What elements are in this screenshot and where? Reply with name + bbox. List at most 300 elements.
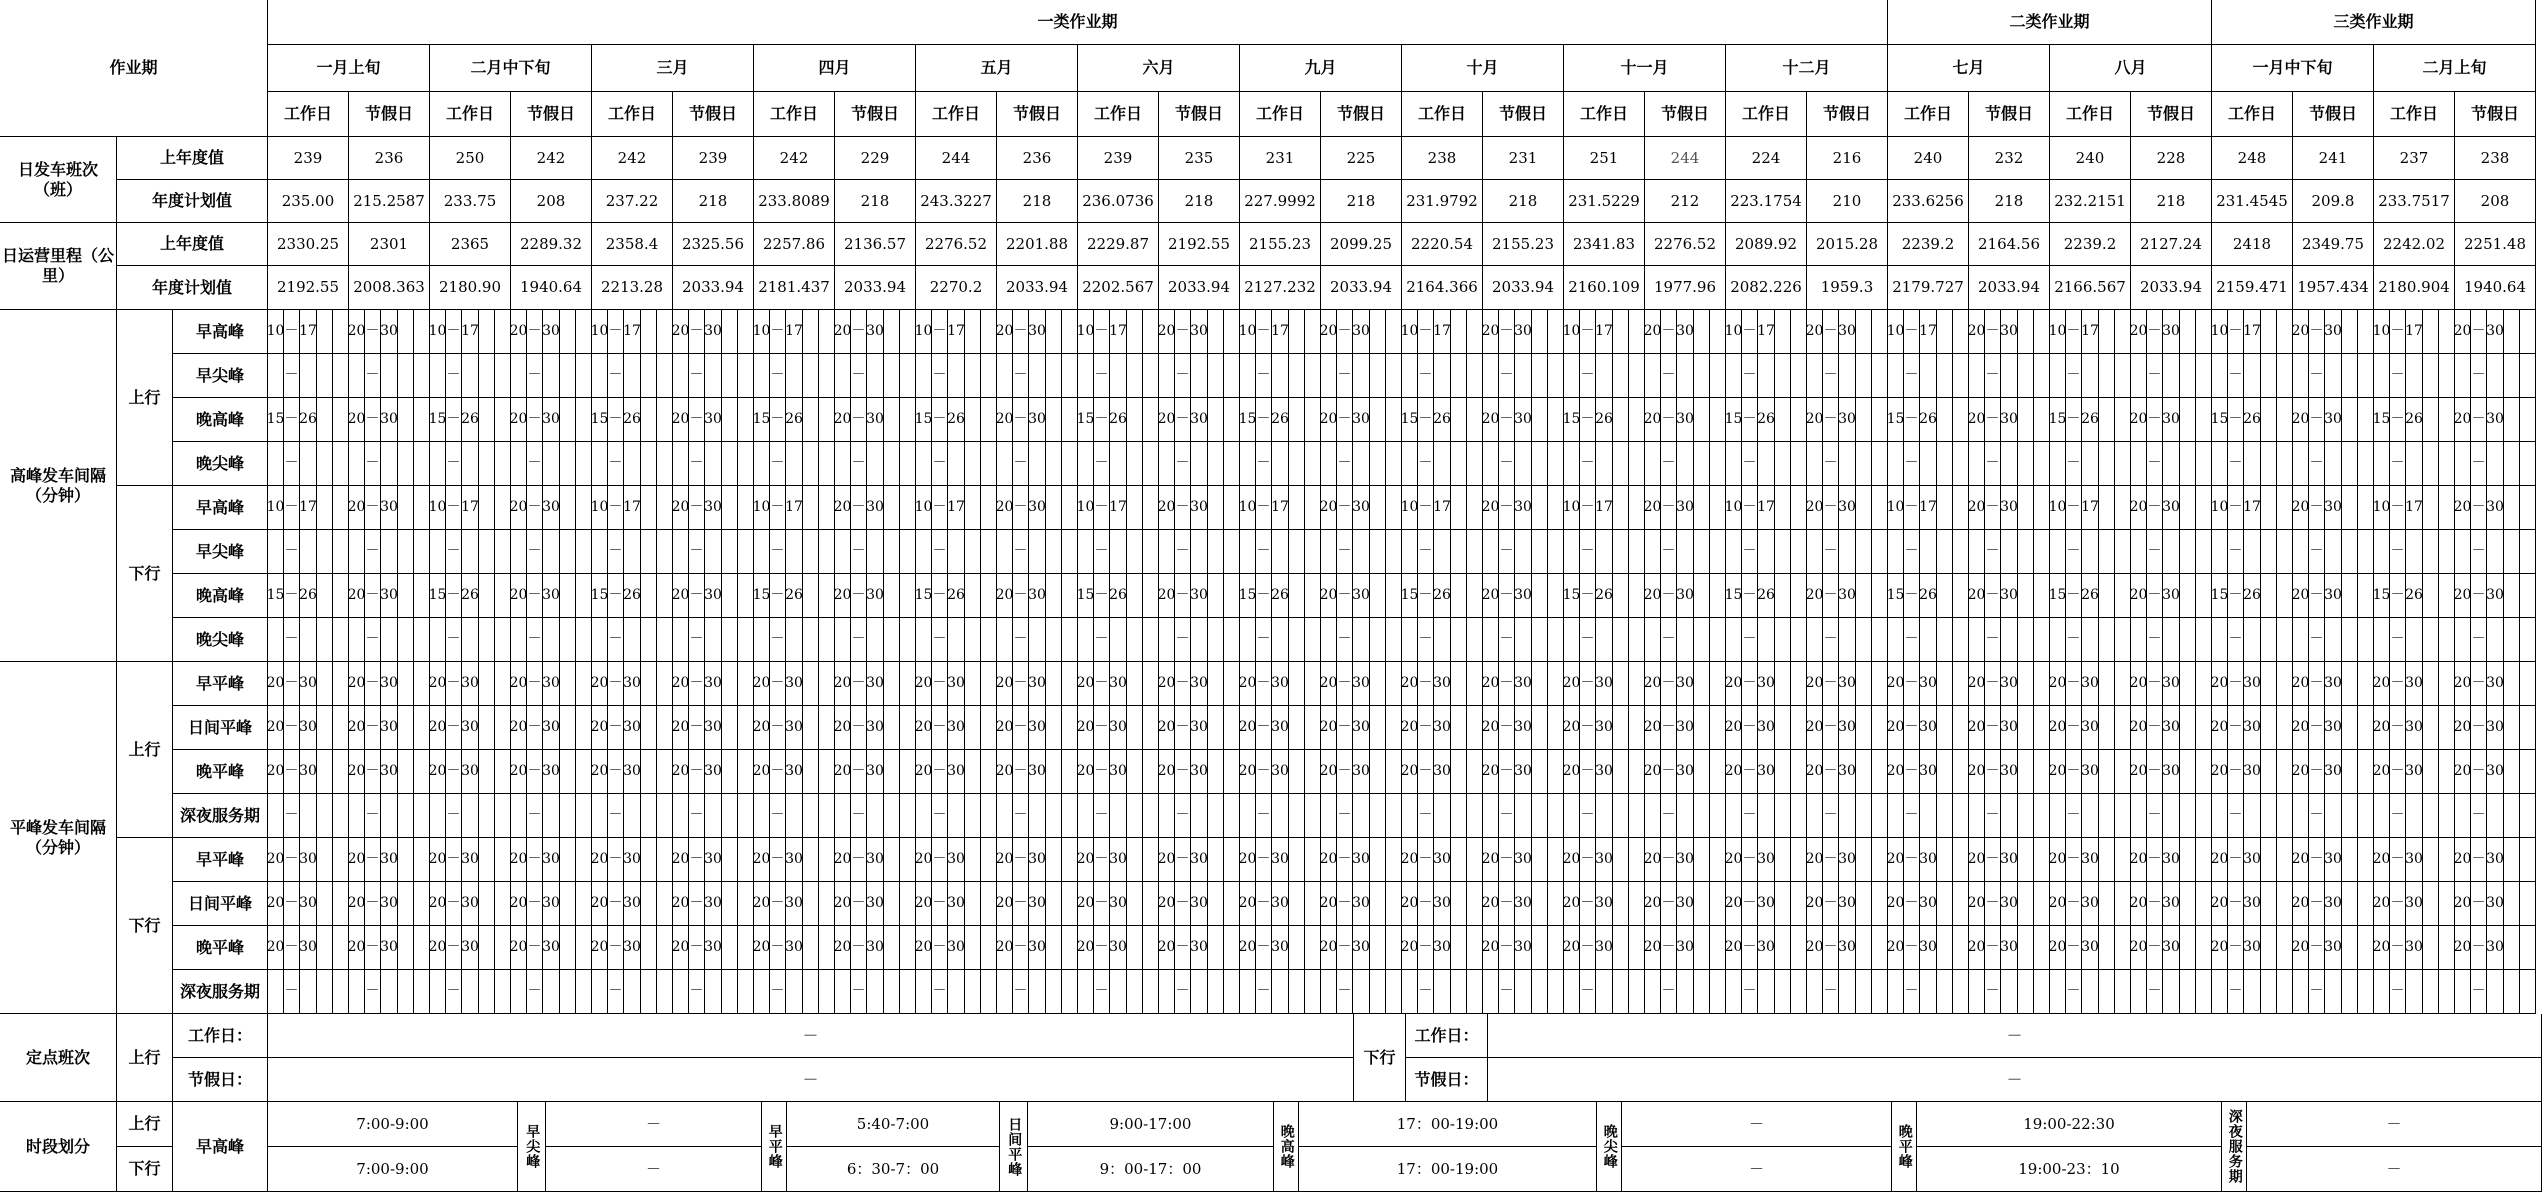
headway-cell: 20 — [916, 882, 932, 926]
headway-cell: － — [1418, 398, 1434, 442]
mileage-last-year-cell: 2325.56 — [673, 223, 754, 266]
empty-headway-cell — [1370, 618, 1386, 662]
empty-headway-cell — [1596, 442, 1613, 486]
headway-cell: 20 — [1645, 662, 1661, 706]
headway-cell — [1775, 310, 1791, 354]
empty-headway-cell — [1758, 794, 1775, 838]
headway-cell: 10 — [2374, 486, 2390, 530]
mileage-last-year-cell: 2276.52 — [916, 223, 997, 266]
empty-headway-cell — [1191, 970, 1208, 1014]
empty-headway-cell — [2342, 618, 2358, 662]
headway-cell: 10 — [1564, 486, 1580, 530]
headway-cell — [2196, 398, 2212, 442]
empty-headway-cell — [1208, 354, 1224, 398]
holiday-header: 节假日 — [1321, 92, 1402, 137]
headway-cell: 30 — [1029, 750, 1046, 794]
headway-cell: 20 — [2455, 882, 2471, 926]
empty-headway-cell — [754, 970, 770, 1014]
headway-cell: － — [2228, 398, 2244, 442]
headway-cell: 20 — [1969, 882, 1985, 926]
headway-cell — [1937, 662, 1953, 706]
headway-cell — [2034, 662, 2050, 706]
headway-cell: － — [284, 310, 300, 354]
headway-cell: 20 — [1726, 750, 1742, 794]
headway-cell: 20 — [997, 486, 1013, 530]
headway-cell: － — [2147, 750, 2163, 794]
empty-headway-cell — [1807, 442, 1823, 486]
headway-cell — [2277, 706, 2293, 750]
headway-cell: － — [1337, 882, 1353, 926]
headway-cell — [722, 574, 738, 618]
headway-cell: 20 — [2374, 662, 2390, 706]
empty-headway-cell — [1564, 354, 1580, 398]
headway-cell: 20 — [1483, 882, 1499, 926]
headway-cell — [333, 706, 349, 750]
headway-cell: 15 — [1078, 574, 1094, 618]
headway-cell: 15 — [1888, 574, 1904, 618]
headway-cell — [1062, 398, 1078, 442]
empty-headway-cell: － — [608, 794, 624, 838]
headway-cell — [2520, 486, 2536, 530]
headway-cell — [333, 398, 349, 442]
headway-cell: － — [446, 750, 462, 794]
headway-cell: － — [1499, 706, 1515, 750]
timeslot-up-label: 上行 — [117, 1102, 173, 1147]
headway-cell: 30 — [1758, 926, 1775, 970]
headway-cell: － — [2309, 486, 2325, 530]
headway-cell: － — [1175, 310, 1191, 354]
empty-headway-cell: － — [2228, 354, 2244, 398]
headway-cell — [2261, 750, 2277, 794]
empty-headway-cell — [2244, 970, 2261, 1014]
headway-cell: － — [1661, 750, 1677, 794]
empty-headway-cell — [657, 794, 673, 838]
headway-cell: － — [1337, 926, 1353, 970]
headway-cell: 20 — [430, 706, 446, 750]
headway-cell: 20 — [1159, 574, 1175, 618]
headway-cell: － — [365, 838, 381, 882]
headway-cell — [414, 838, 430, 882]
headway-cell — [1451, 926, 1467, 970]
empty-headway-cell — [430, 354, 446, 398]
headway-cell — [2099, 838, 2115, 882]
headway-cell — [1289, 706, 1305, 750]
headway-cell: － — [689, 838, 705, 882]
headway-cell: 30 — [2325, 882, 2342, 926]
empty-headway-cell — [1434, 970, 1451, 1014]
headway-cell — [2180, 882, 2196, 926]
empty-headway-cell: － — [1823, 354, 1839, 398]
headway-cell — [1872, 486, 1888, 530]
headway-cell: － — [1256, 310, 1272, 354]
headway-cell — [1548, 662, 1564, 706]
headway-cell: 30 — [381, 486, 398, 530]
headway-cell — [900, 706, 916, 750]
headway-cell — [1710, 310, 1726, 354]
trips-plan-cell: 215.2587 — [349, 180, 430, 223]
empty-headway-cell — [803, 970, 819, 1014]
empty-headway-cell — [835, 618, 851, 662]
headway-cell: － — [2228, 706, 2244, 750]
headway-cell — [2439, 882, 2455, 926]
headway-cell — [1613, 486, 1629, 530]
empty-headway-cell — [268, 442, 284, 486]
headway-cell — [722, 750, 738, 794]
headway-cell — [2034, 926, 2050, 970]
headway-cell: 30 — [1920, 750, 1937, 794]
empty-headway-cell — [916, 970, 932, 1014]
headway-cell — [900, 882, 916, 926]
empty-headway-cell: － — [284, 530, 300, 574]
mileage-plan-cell: 1957.434 — [2293, 266, 2374, 310]
headway-cell — [1370, 882, 1386, 926]
headway-cell: 20 — [835, 662, 851, 706]
headway-cell: － — [2066, 310, 2082, 354]
empty-headway-cell — [543, 970, 560, 1014]
headway-cell: 20 — [835, 398, 851, 442]
section-daily-mileage: 日运营里程（公里） — [0, 223, 117, 310]
empty-headway-cell: － — [527, 530, 543, 574]
empty-headway-cell — [1791, 618, 1807, 662]
headway-cell: 20 — [2455, 310, 2471, 354]
headway-cell: 30 — [705, 750, 722, 794]
empty-headway-cell — [2131, 442, 2147, 486]
headway-cell: 20 — [1321, 882, 1337, 926]
headway-cell: 20 — [1726, 926, 1742, 970]
headway-cell: 20 — [2131, 706, 2147, 750]
headway-cell: － — [527, 926, 543, 970]
headway-cell — [2358, 398, 2374, 442]
headway-cell — [884, 486, 900, 530]
empty-headway-cell — [495, 618, 511, 662]
headway-cell: － — [770, 574, 786, 618]
empty-headway-cell — [511, 794, 527, 838]
empty-headway-cell — [641, 618, 657, 662]
empty-headway-cell: － — [2228, 794, 2244, 838]
headway-cell: － — [1985, 662, 2001, 706]
empty-headway-cell — [1305, 970, 1321, 1014]
mileage-plan-cell: 2180.904 — [2374, 266, 2455, 310]
empty-headway-cell — [2520, 530, 2536, 574]
trips-plan-cell: 236.0736 — [1078, 180, 1159, 223]
empty-headway-cell — [786, 442, 803, 486]
row-label-am-flat: 早平峰 — [173, 838, 268, 882]
headway-cell: 30 — [1677, 574, 1694, 618]
headway-cell: － — [2309, 750, 2325, 794]
headway-cell: － — [770, 486, 786, 530]
empty-headway-cell — [1872, 530, 1888, 574]
headway-cell — [2439, 750, 2455, 794]
headway-cell: 20 — [1321, 926, 1337, 970]
headway-cell — [2342, 662, 2358, 706]
headway-cell: 26 — [300, 574, 317, 618]
headway-cell: － — [2309, 838, 2325, 882]
headway-cell: 30 — [2406, 882, 2423, 926]
headway-cell: 20 — [2131, 662, 2147, 706]
headway-cell — [2034, 398, 2050, 442]
headway-cell: － — [851, 882, 867, 926]
trips-plan-cell: 233.6256 — [1888, 180, 1969, 223]
headway-cell — [1467, 706, 1483, 750]
empty-headway-cell — [754, 442, 770, 486]
empty-headway-cell — [1758, 354, 1775, 398]
headway-cell: 20 — [1807, 750, 1823, 794]
headway-cell: 20 — [1321, 486, 1337, 530]
headway-cell: － — [689, 662, 705, 706]
headway-cell — [414, 882, 430, 926]
headway-cell — [1062, 926, 1078, 970]
empty-headway-cell — [819, 794, 835, 838]
empty-headway-cell — [965, 794, 981, 838]
empty-headway-cell — [2196, 618, 2212, 662]
empty-headway-cell — [1758, 970, 1775, 1014]
headway-cell: 20 — [835, 706, 851, 750]
headway-cell — [1208, 750, 1224, 794]
empty-headway-cell — [268, 354, 284, 398]
headway-cell: 26 — [1758, 398, 1775, 442]
headway-cell: － — [2147, 574, 2163, 618]
headway-cell — [479, 882, 495, 926]
headway-cell: 30 — [1353, 398, 1370, 442]
headway-cell — [1937, 750, 1953, 794]
headway-cell: － — [2228, 882, 2244, 926]
empty-headway-cell — [2358, 530, 2374, 574]
headway-cell — [1386, 310, 1402, 354]
fixed-workday-label: 工作日： — [173, 1014, 268, 1058]
headway-cell: 20 — [1564, 662, 1580, 706]
headway-cell — [1629, 486, 1645, 530]
headway-cell: － — [2066, 398, 2082, 442]
empty-headway-cell — [1353, 530, 1370, 574]
headway-cell — [722, 486, 738, 530]
headway-cell: 30 — [2001, 574, 2018, 618]
headway-cell: 20 — [2050, 926, 2066, 970]
headway-cell — [2423, 486, 2439, 530]
empty-headway-cell — [1386, 530, 1402, 574]
headway-cell: － — [608, 310, 624, 354]
headway-cell: 26 — [1110, 574, 1127, 618]
headway-cell: 10 — [1564, 310, 1580, 354]
mileage-last-year-cell: 2164.56 — [1969, 223, 2050, 266]
empty-headway-cell — [2406, 794, 2423, 838]
empty-headway-cell — [2082, 354, 2099, 398]
empty-headway-cell — [398, 618, 414, 662]
headway-cell — [803, 926, 819, 970]
headway-cell: 20 — [997, 398, 1013, 442]
empty-headway-cell — [786, 794, 803, 838]
empty-headway-cell — [560, 442, 576, 486]
headway-cell — [2115, 662, 2131, 706]
headway-cell: － — [932, 882, 948, 926]
headway-cell — [1791, 706, 1807, 750]
empty-headway-cell — [1062, 618, 1078, 662]
empty-headway-cell — [2244, 794, 2261, 838]
headway-cell: 10 — [592, 486, 608, 530]
headway-cell: － — [1580, 882, 1596, 926]
empty-headway-cell — [900, 618, 916, 662]
empty-headway-cell — [2001, 794, 2018, 838]
empty-headway-cell — [2212, 794, 2228, 838]
empty-headway-cell — [1969, 618, 1985, 662]
headway-cell — [2277, 398, 2293, 442]
headway-cell — [1710, 882, 1726, 926]
headway-cell: 20 — [511, 926, 527, 970]
headway-cell: 30 — [381, 310, 398, 354]
headway-cell — [2099, 486, 2115, 530]
headway-cell — [965, 838, 981, 882]
headway-cell: 30 — [381, 750, 398, 794]
row-label-am-spike: 早尖峰 — [173, 530, 268, 574]
empty-headway-cell — [381, 354, 398, 398]
headway-cell: 20 — [2293, 706, 2309, 750]
headway-cell: － — [1175, 750, 1191, 794]
headway-cell: 20 — [2131, 882, 2147, 926]
empty-headway-cell — [592, 970, 608, 1014]
headway-cell — [2180, 486, 2196, 530]
empty-headway-cell — [867, 442, 884, 486]
headway-cell: 30 — [2406, 706, 2423, 750]
empty-headway-cell — [511, 354, 527, 398]
empty-headway-cell — [641, 794, 657, 838]
timeslot-am-flat-up: 5:40-7:00 — [787, 1102, 1000, 1147]
empty-headway-cell: － — [689, 794, 705, 838]
mileage-last-year-cell: 2136.57 — [835, 223, 916, 266]
empty-headway-cell — [1321, 530, 1337, 574]
headway-cell: 30 — [1677, 838, 1694, 882]
headway-cell: 26 — [1272, 574, 1289, 618]
headway-cell — [479, 838, 495, 882]
headway-cell: － — [527, 398, 543, 442]
empty-headway-cell — [268, 618, 284, 662]
headway-cell: － — [2309, 706, 2325, 750]
row-label-am-peak: 早高峰 — [173, 486, 268, 530]
empty-headway-cell — [803, 794, 819, 838]
headway-cell: 30 — [2082, 926, 2099, 970]
empty-headway-cell — [430, 794, 446, 838]
trips-last-year-cell: 231 — [1240, 137, 1321, 180]
headway-cell — [1451, 574, 1467, 618]
empty-headway-cell: － — [1094, 618, 1110, 662]
headway-cell — [2423, 310, 2439, 354]
headway-cell: 30 — [1596, 838, 1613, 882]
headway-cell: 30 — [300, 882, 317, 926]
empty-headway-cell — [803, 618, 819, 662]
headway-cell: 20 — [511, 398, 527, 442]
headway-cell: 20 — [349, 486, 365, 530]
headway-cell — [803, 662, 819, 706]
empty-headway-cell: － — [446, 354, 462, 398]
headway-cell: － — [1175, 882, 1191, 926]
headway-cell: － — [2228, 486, 2244, 530]
empty-headway-cell: － — [2471, 794, 2487, 838]
headway-cell — [398, 706, 414, 750]
headway-cell: 30 — [1515, 706, 1532, 750]
trips-last-year-cell: 237 — [2374, 137, 2455, 180]
empty-headway-cell: － — [1013, 970, 1029, 1014]
headway-cell — [722, 882, 738, 926]
headway-cell: 30 — [1272, 662, 1289, 706]
headway-cell — [738, 486, 754, 530]
headway-cell: － — [1013, 926, 1029, 970]
empty-headway-cell — [381, 794, 398, 838]
empty-headway-cell — [1937, 442, 1953, 486]
headway-cell: 20 — [1807, 838, 1823, 882]
headway-cell: 10 — [1240, 310, 1256, 354]
headway-cell: 10 — [1888, 486, 1904, 530]
empty-headway-cell — [2180, 618, 2196, 662]
empty-headway-cell: － — [284, 354, 300, 398]
empty-headway-cell: － — [851, 530, 867, 574]
empty-headway-cell — [1451, 970, 1467, 1014]
headway-cell: － — [1094, 838, 1110, 882]
headway-cell — [2261, 310, 2277, 354]
empty-headway-cell: － — [365, 970, 381, 1014]
headway-cell — [2358, 662, 2374, 706]
empty-headway-cell — [1289, 530, 1305, 574]
headway-cell — [657, 662, 673, 706]
headway-cell: 20 — [1726, 706, 1742, 750]
headway-cell: 30 — [786, 838, 803, 882]
empty-headway-cell — [2374, 970, 2390, 1014]
headway-cell: － — [2390, 486, 2406, 530]
mileage-plan-cell: 2192.55 — [268, 266, 349, 310]
headway-cell — [2018, 750, 2034, 794]
headway-cell — [2439, 486, 2455, 530]
headway-cell — [657, 398, 673, 442]
trips-plan-cell: 232.2151 — [2050, 180, 2131, 223]
headway-cell — [1208, 398, 1224, 442]
empty-headway-cell — [2277, 970, 2293, 1014]
headway-cell: － — [1580, 486, 1596, 530]
headway-cell: 20 — [349, 838, 365, 882]
empty-headway-cell: － — [2066, 442, 2082, 486]
headway-cell: － — [1175, 926, 1191, 970]
empty-headway-cell — [1564, 794, 1580, 838]
empty-headway-cell — [981, 530, 997, 574]
empty-headway-cell — [2082, 442, 2099, 486]
empty-headway-cell — [1062, 354, 1078, 398]
empty-headway-cell: － — [2471, 618, 2487, 662]
empty-headway-cell — [430, 970, 446, 1014]
headway-cell: 30 — [1758, 750, 1775, 794]
headway-cell: 20 — [916, 750, 932, 794]
empty-headway-cell — [1272, 970, 1289, 1014]
headway-cell: 30 — [1191, 398, 1208, 442]
empty-headway-cell — [2050, 618, 2066, 662]
headway-cell — [1937, 398, 1953, 442]
headway-cell: 20 — [1645, 882, 1661, 926]
headway-cell: － — [608, 662, 624, 706]
headway-cell — [2277, 838, 2293, 882]
headway-cell — [1872, 398, 1888, 442]
headway-cell — [2342, 310, 2358, 354]
holiday-header: 节假日 — [1807, 92, 1888, 137]
empty-headway-cell — [2180, 530, 2196, 574]
empty-headway-cell — [1953, 794, 1969, 838]
headway-cell: 20 — [2374, 926, 2390, 970]
headway-cell — [1224, 750, 1240, 794]
empty-headway-cell — [2261, 794, 2277, 838]
headway-cell: － — [1904, 310, 1920, 354]
headway-cell — [738, 882, 754, 926]
headway-cell: － — [2471, 750, 2487, 794]
headway-cell: 30 — [1434, 926, 1451, 970]
headway-cell — [819, 574, 835, 618]
headway-cell: － — [1418, 310, 1434, 354]
headway-cell — [2115, 838, 2131, 882]
headway-cell — [1386, 838, 1402, 882]
headway-cell: 20 — [2293, 486, 2309, 530]
